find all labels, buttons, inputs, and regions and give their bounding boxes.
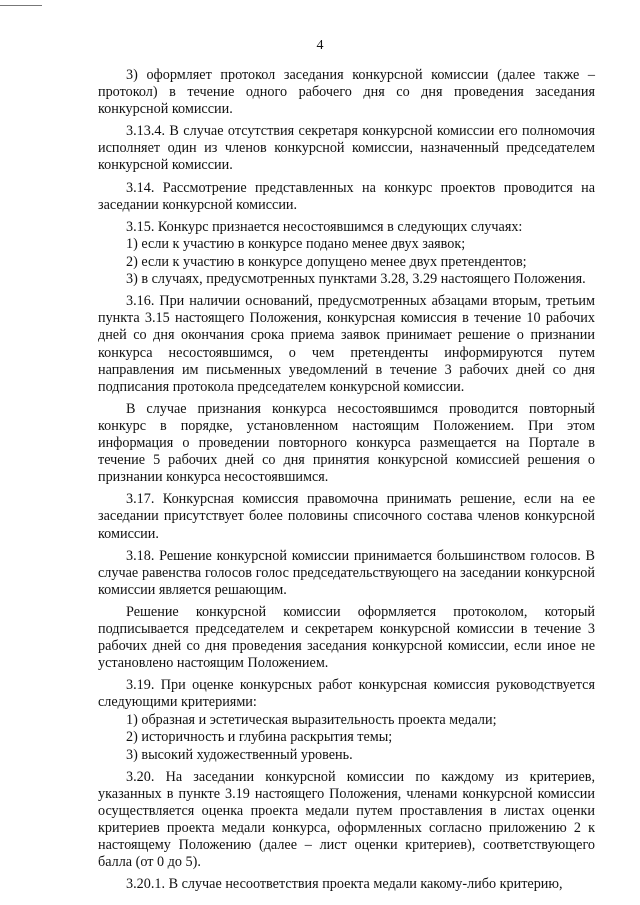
paragraph-3-13-4: 3.13.4. В случае отсутствия секретаря конкурсной комиссии его полномочия исполняет один из членов конкурсной комиссии, назначенный председателем конкурсной комиссии.: [98, 123, 595, 174]
paragraph-3-19: 3.19. При оценке конкурсных работ конкурсная комиссия руководствуется следующими критериями:: [98, 677, 595, 711]
paragraph-3-20-1: 3.20.1. В случае несоответствия проекта медали какому-либо критерию,: [126, 876, 563, 893]
paragraph-decision-protocol: Решение конкурсной комиссии оформляется протоколом, который подписывается председателем и секретарем конкурсной комиссии в течение 3 рабочих дней со дня проведения заседания конкурсной комиссии, если иное не установлено настоящим Положением.: [98, 603, 595, 672]
list-item-3-15-2: 2) если к участию в конкурсе допущено менее двух претендентов;: [126, 253, 527, 270]
paragraph-3-16: 3.16. При наличии оснований, предусмотренных абзацами вторым, третьим пункта 3.15 настоящего Положения, конкурсная комиссия в течение 10 рабочих дней со дня окончания срока приема заявок принимает решение о признании конкурса несостоявшимся, о чем претенденты информируются путем направления им письменных уведомлений в течение 3 рабочих дней со дня подписания протокола председателем конкурсной комиссии.: [98, 293, 595, 395]
document-body: [98, 67, 595, 894]
paragraph-3-14: 3.14. Рассмотрение представленных на конкурс проектов проводится на заседании конкурсной комиссии.: [98, 179, 595, 213]
paragraph-repeat-contest: В случае признания конкурса несостоявшимся проводится повторный конкурс в порядке, установленном настоящим Положением. При этом информация о проведении повторного конкурса размещается на Портале в течение 5 рабочих дней со дня принятия конкурсной комиссией решения о признании конкурса несостоявшимся.: [98, 400, 595, 486]
list-item-criterion-3: 3) высокий художественный уровень.: [126, 746, 353, 763]
paragraph-3-15: 3.15. Конкурс признается несостоявшимся в следующих случаях:: [126, 218, 523, 235]
page-number: 4: [316, 38, 324, 53]
list-item-3-15-3: 3) в случаях, предусмотренных пунктами 3.28, 3.29 настоящего Положения.: [126, 271, 586, 288]
list-item-criterion-2: 2) историчность и глубина раскрытия темы;: [126, 729, 393, 746]
paragraph-protocol: 3) оформляет протокол заседания конкурсной комиссии (далее также – протокол) в течение одного рабочего дня со дня проведения заседания конкурсной комиссии.: [98, 67, 595, 118]
list-item-3-15-1: 1) если к участию в конкурсе подано менее двух заявок;: [126, 236, 466, 253]
paragraph-3-18: 3.18. Решение конкурсной комиссии принимается большинством голосов. В случае равенства голосов голос председательствующего на заседании конкурсной комиссии является решающим.: [98, 547, 595, 598]
paragraph-3-20: 3.20. На заседании конкурсной комиссии по каждому из критериев, указанных в пункте 3.19 настоящего Положения, членами конкурсной комиссии осуществляется оценка проекта медали путем проставления в листах оценки критериев проекта медали конкурса, оформленных согласно приложению 2 к настоящему Положению (далее – лист оценки критериев), соответствующего балла (от 0 до 5).: [98, 768, 595, 871]
header-rule: [0, 5, 42, 6]
list-item-criterion-1: 1) образная и эстетическая выразительность проекта медали;: [126, 711, 497, 728]
paragraph-3-17: 3.17. Конкурсная комиссия правомочна принимать решение, если на ее заседании присутствует более половины списочного состава членов конкурсной комиссии.: [98, 491, 595, 542]
